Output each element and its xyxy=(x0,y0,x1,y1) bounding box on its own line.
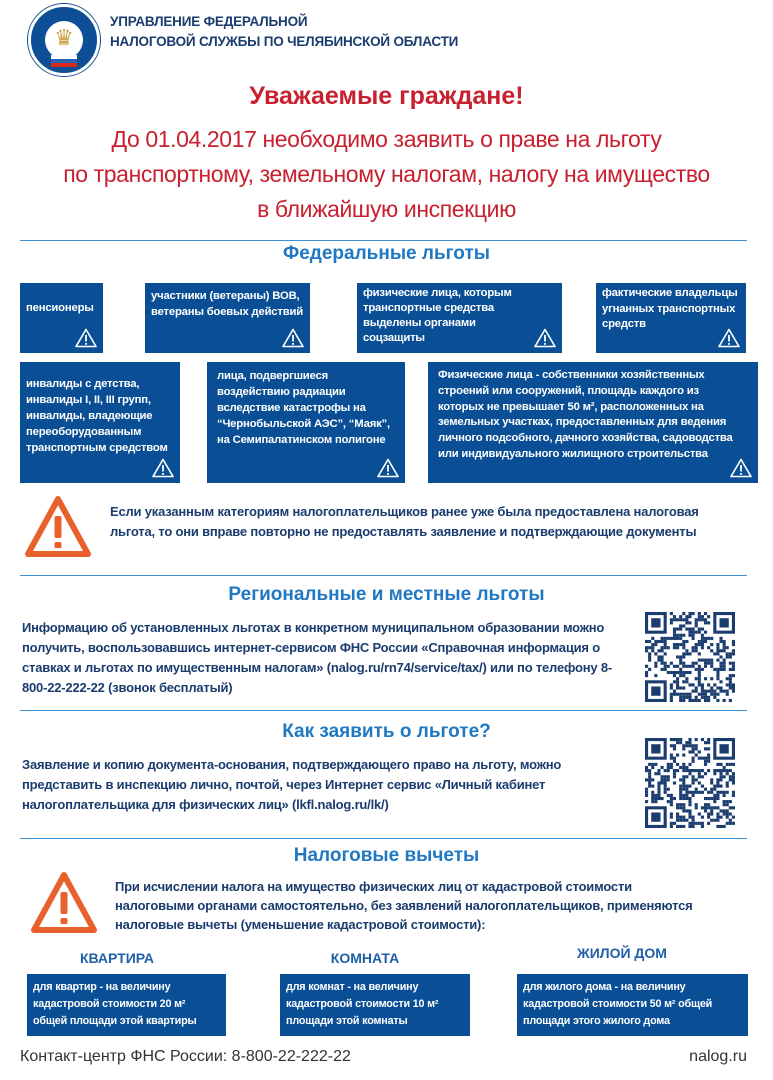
warning-icon xyxy=(282,328,304,348)
org-line-2: НАЛОГОВОЙ СЛУЖБЫ ПО ЧЕЛЯБИНСКОЙ ОБЛАСТИ xyxy=(110,34,459,49)
warning-icon xyxy=(152,458,174,478)
contact-center: Контакт-центр ФНС России: 8-800-22-222-22 xyxy=(20,1048,351,1065)
divider xyxy=(20,575,747,576)
benefit-text: инвалиды с детства, инвалиды I, II, III групп, инвалиды, владеющие переоборудованным транспортным средством xyxy=(26,378,168,454)
deductions-heading: Налоговые вычеты xyxy=(293,845,480,866)
regional-text: Информацию об установленных льготах в конкретном муниципальном образовании можно получить, воспользовавшись интернет-сервисом ФНС России «Справочная информация о ставках и льготах по имущественным налогам» (nalog.ru/rn74/service/tax/) или по телефону 8-800-22-222-22 (звонок бесплатый) xyxy=(22,620,612,695)
benefit-text: Физические лица - собственники хозяйственных строений или сооружений, площадь каждого из которых не превышает 50 м², расположенных на земельных участках, предоставленных для ведения личного подсобного, дачного хозяйства, садоводства или индивидуального жилищного строительства xyxy=(438,369,733,460)
benefit-box xyxy=(357,283,562,353)
greeting: Уважаемые граждане! xyxy=(249,82,524,110)
divider xyxy=(20,838,747,839)
benefit-box xyxy=(20,362,180,483)
benefit-box xyxy=(428,362,758,483)
warning-icon xyxy=(24,494,92,560)
org-line-1: УПРАВЛЕНИЕ ФЕДЕРАЛЬНОЙ xyxy=(110,14,308,29)
federal-warning-text: Если указанным категориям налогоплательщиков ранее уже была предоставлена налоговая льгота, то они вправе повторно не предоставлять заявление и подтверждающие документы xyxy=(110,504,699,539)
qr-code-apply[interactable] xyxy=(645,738,735,828)
benefit-text: пенсионеры xyxy=(26,302,94,314)
warning-icon xyxy=(718,328,740,348)
apply-heading: Как заявить о льготе? xyxy=(282,721,491,742)
site-link[interactable]: nalog.ru xyxy=(689,1048,747,1065)
divider xyxy=(20,240,747,241)
subtitle xyxy=(0,122,773,227)
deduction-label: КВАРТИРА xyxy=(79,950,155,966)
deduction-label: КОМНАТА xyxy=(330,950,400,966)
benefit-text: участники (ветераны) ВОВ, ветераны боевых действий xyxy=(151,290,303,318)
federal-heading: Федеральные льготы xyxy=(283,243,490,264)
benefit-box xyxy=(145,283,310,353)
deduction-box: для квартир - на величину кадастровой стоимости 20 м² общей площади этой квартиры xyxy=(27,974,226,1036)
divider xyxy=(20,710,747,711)
org-name xyxy=(110,12,458,52)
qr-code-regional[interactable] xyxy=(645,612,735,702)
benefit-box xyxy=(207,362,405,483)
deduction-box: для жилого дома - на величину кадастровой стоимости 50 м² общей площади этого жилого дома xyxy=(517,974,748,1036)
benefit-box xyxy=(20,283,103,353)
deductions-text: При исчислении налога на имущество физических лиц от кадастровой стоимости налоговыми органами самостоятельно, без заявлений налогоплательщиков, применяются налоговые вычеты (уменьшение кадастровой стоимости): xyxy=(115,879,693,932)
warning-icon xyxy=(30,870,98,936)
subtitle-line: по транспортному, земельному налогам, налогу на имущество xyxy=(63,161,710,187)
warning-icon xyxy=(75,328,97,348)
deduction-box: для комнат - на величину кадастровой стоимости 10 м² площади этой комнаты xyxy=(280,974,470,1036)
benefit-text: лица, подвергшиеся воздействию радиации вследствие катастрофы на “Чернобыльской АЭС”, “Маяк”, на Семипалатинском полигоне xyxy=(217,370,390,446)
warning-icon xyxy=(730,458,752,478)
benefit-text: фактические владельцы угнанных транспортных средств xyxy=(602,287,738,330)
fns-logo: ♛ xyxy=(28,4,100,76)
benefit-text: физические лица, которым транспортные средства выделены органами соцзащиты xyxy=(363,287,512,344)
benefit-box xyxy=(596,283,746,353)
deduction-label: ЖИЛОЙ ДОМ xyxy=(577,945,667,961)
subtitle-line: До 01.04.2017 необходимо заявить о праве на льготу xyxy=(111,126,662,152)
regional-heading: Региональные и местные льготы xyxy=(228,584,545,605)
warning-icon xyxy=(377,458,399,478)
warning-icon xyxy=(534,328,556,348)
subtitle-line: в ближайшую инспекцию xyxy=(257,196,516,222)
apply-text: Заявление и копию документа-основания, подтверждающего право на льготу, можно представить в инспекцию лично, почтой, через Интернет сервис «Личный кабинет налогоплательщика для физических лиц» (lkfl.nalog.ru/lk/) xyxy=(22,757,562,812)
